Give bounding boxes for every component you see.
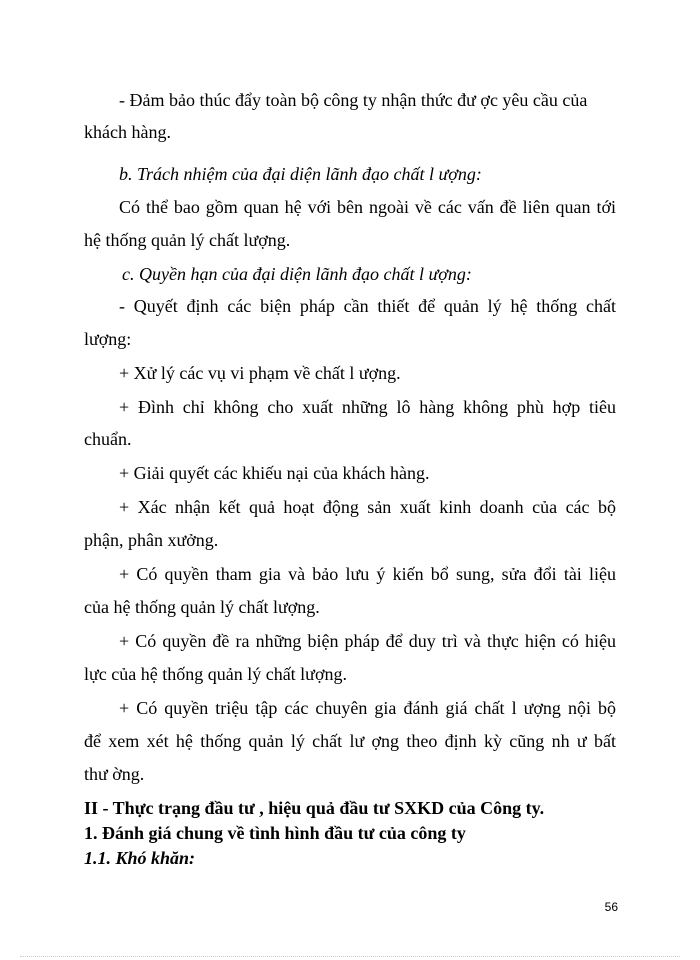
page-bottom-divider xyxy=(20,956,680,957)
paragraph-line: - Quyết định các biện pháp cần thiết để quản lý hệ thống chất xyxy=(119,296,616,316)
paragraph-line: phận, phân xưởng. xyxy=(84,530,219,550)
paragraph-line: + Xử lý các vụ vi phạm về chất l ượng. xyxy=(119,363,401,383)
section-heading: 1. Đánh giá chung về tình hình đầu tư của công ty xyxy=(84,823,466,843)
paragraph-line: + Xác nhận kết quả hoạt động sản xuất kinh doanh của các bộ xyxy=(119,497,616,517)
page-number: 56 xyxy=(604,900,618,914)
paragraph-line: thư ờng. xyxy=(84,764,145,784)
paragraph-line: để xem xét hệ thống quản lý chất lư ợng theo định kỳ cũng nh ư bất xyxy=(84,731,616,751)
paragraph-line: của hệ thống quản lý chất lượng. xyxy=(84,597,320,617)
paragraph-line: lượng: xyxy=(84,329,132,349)
paragraph-line: + Đình chỉ không cho xuất những lô hàng không phù hợp tiêu xyxy=(119,397,616,417)
paragraph-line: + Giải quyết các khiếu nại của khách hàng. xyxy=(119,463,430,483)
subsection-heading: b. Trách nhiệm của đại diện lãnh đạo chất l ượng: xyxy=(119,164,482,184)
subsection-heading: c. Quyền hạn của đại diện lãnh đạo chất l ượng: xyxy=(122,264,472,284)
paragraph-line: lực của hệ thống quản lý chất lượng. xyxy=(84,664,347,684)
paragraph-line: Có thể bao gồm quan hệ với bên ngoài về các vấn đề liên quan tới xyxy=(119,197,616,217)
paragraph-line: khách hàng. xyxy=(84,122,171,142)
paragraph-line: - Đảm bảo thúc đẩy toàn bộ công ty nhận thức đư ợc yêu cầu của xyxy=(119,90,588,110)
paragraph-line: + Có quyền tham gia và bảo lưu ý kiến bổ sung, sửa đổi tài liệu xyxy=(119,564,616,584)
section-heading: 1.1. Khó khăn: xyxy=(84,848,196,868)
paragraph-line: + Có quyền triệu tập các chuyên gia đánh giá chất l ượng nội bộ xyxy=(119,698,616,718)
section-heading: II - Thực trạng đầu tư , hiệu quả đầu tư SXKD của Công ty. xyxy=(84,798,545,818)
paragraph-line: + Có quyền đề ra những biện pháp để duy trì và thực hiện có hiệu xyxy=(119,631,616,651)
paragraph-line: chuẩn. xyxy=(84,429,132,449)
paragraph-line: hệ thống quản lý chất lượng. xyxy=(84,230,291,250)
